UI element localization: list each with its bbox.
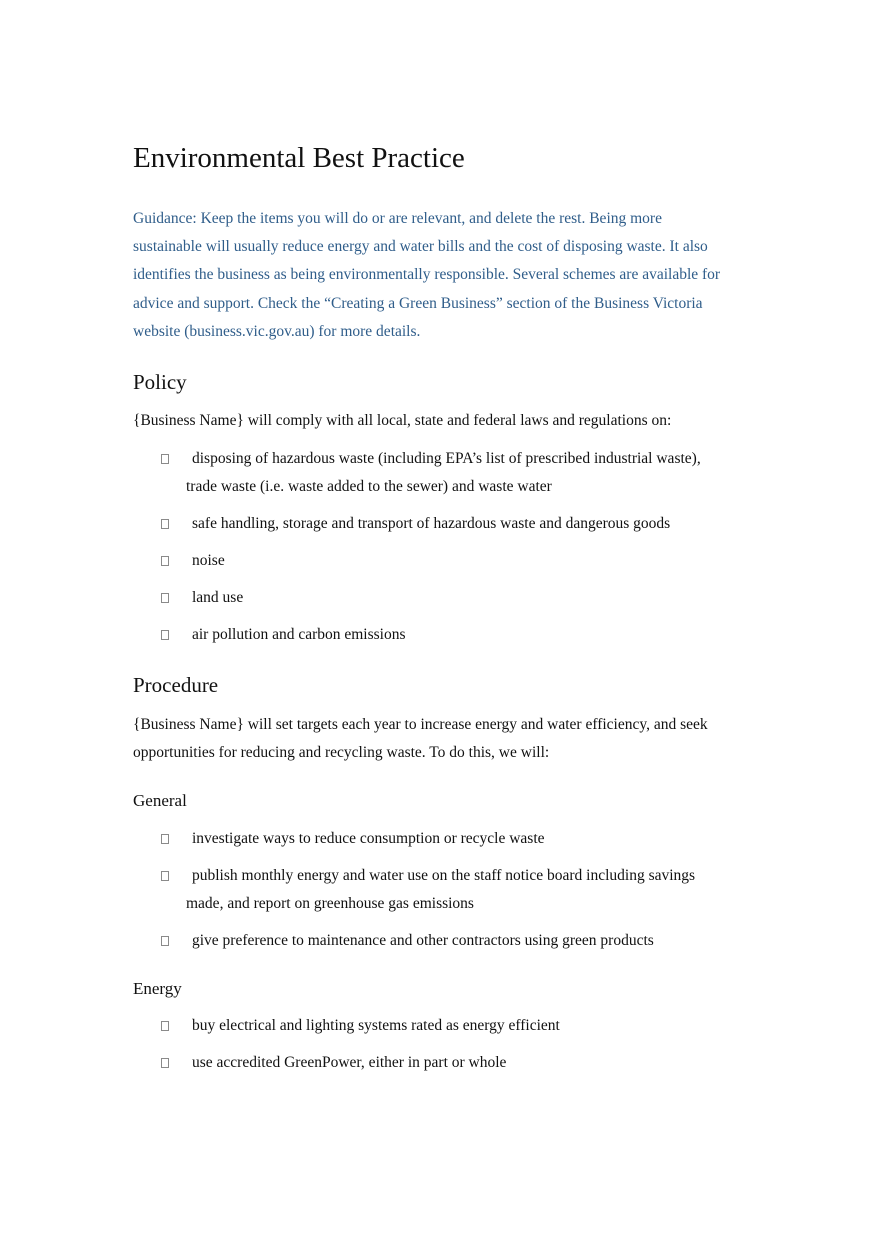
energy-heading: Energy bbox=[133, 979, 182, 998]
checklist-item-text: safe handling, storage and transport of hazardous waste and dangerous goods bbox=[192, 515, 671, 532]
checklist-item-text: buy electrical and lighting systems rated as energy efficient bbox=[192, 1017, 560, 1034]
page-title: Environmental Best Practice bbox=[133, 142, 465, 174]
procedure-heading: Procedure bbox=[133, 673, 219, 697]
checkbox-icon[interactable] bbox=[161, 556, 169, 566]
checklist-item[interactable] bbox=[161, 445, 721, 501]
checklist-item[interactable] bbox=[161, 825, 721, 853]
checklist-item[interactable] bbox=[161, 510, 721, 538]
checklist-item-text: noise bbox=[192, 552, 225, 569]
checklist-item-text: air pollution and carbon emissions bbox=[192, 626, 406, 643]
checkbox-icon[interactable] bbox=[161, 630, 169, 640]
guidance-note: Guidance: Keep the items you will do or are relevant, and delete the rest. Being more sustainable will usually reduce energy and water bills and the cost of disposing waste. It also identifies the business as being environmentally responsible. Several schemes are available for advice and support. Check the “Creating a Green Business” section of the Business Victoria website (business.vic.gov.au) for more details. bbox=[133, 210, 721, 340]
checklist-item[interactable] bbox=[161, 927, 721, 955]
checkbox-icon[interactable] bbox=[161, 1058, 169, 1068]
checkbox-icon[interactable] bbox=[161, 454, 169, 464]
checklist-item-text: give preference to maintenance and other contractors using green products bbox=[192, 932, 654, 949]
checklist-item-text: publish monthly energy and water use on the staff notice board including savings made, and report on greenhouse gas emissions bbox=[186, 867, 696, 913]
checklist-item-text: disposing of hazardous waste (including EPA’s list of prescribed industrial waste), trade waste (i.e. waste added to the sewer) and waste water bbox=[186, 450, 701, 496]
checklist-item-text: use accredited GreenPower, either in part or whole bbox=[192, 1054, 507, 1071]
general-heading: General bbox=[133, 791, 187, 810]
checkbox-icon[interactable] bbox=[161, 936, 169, 946]
checklist-item[interactable] bbox=[161, 584, 721, 612]
checklist-item[interactable] bbox=[161, 1012, 721, 1040]
checkbox-icon[interactable] bbox=[161, 519, 169, 529]
checkbox-icon[interactable] bbox=[161, 1021, 169, 1031]
checklist-item[interactable] bbox=[161, 1049, 721, 1077]
checklist-item-text: investigate ways to reduce consumption or recycle waste bbox=[192, 830, 545, 847]
checkbox-icon[interactable] bbox=[161, 834, 169, 844]
checkbox-icon[interactable] bbox=[161, 593, 169, 603]
policy-heading: Policy bbox=[133, 370, 187, 394]
procedure-intro: {Business Name} will set targets each year to increase energy and water efficiency, and seek opportunities for reducing and recycling waste. To do this, we will: bbox=[133, 716, 708, 762]
checklist-item-text: land use bbox=[192, 589, 244, 606]
checklist-item[interactable] bbox=[161, 862, 721, 918]
checkbox-icon[interactable] bbox=[161, 871, 169, 881]
checklist-item[interactable] bbox=[161, 547, 721, 575]
policy-intro: {Business Name} will comply with all local, state and federal laws and regulations on: bbox=[133, 412, 672, 429]
checklist-item[interactable] bbox=[161, 621, 721, 649]
